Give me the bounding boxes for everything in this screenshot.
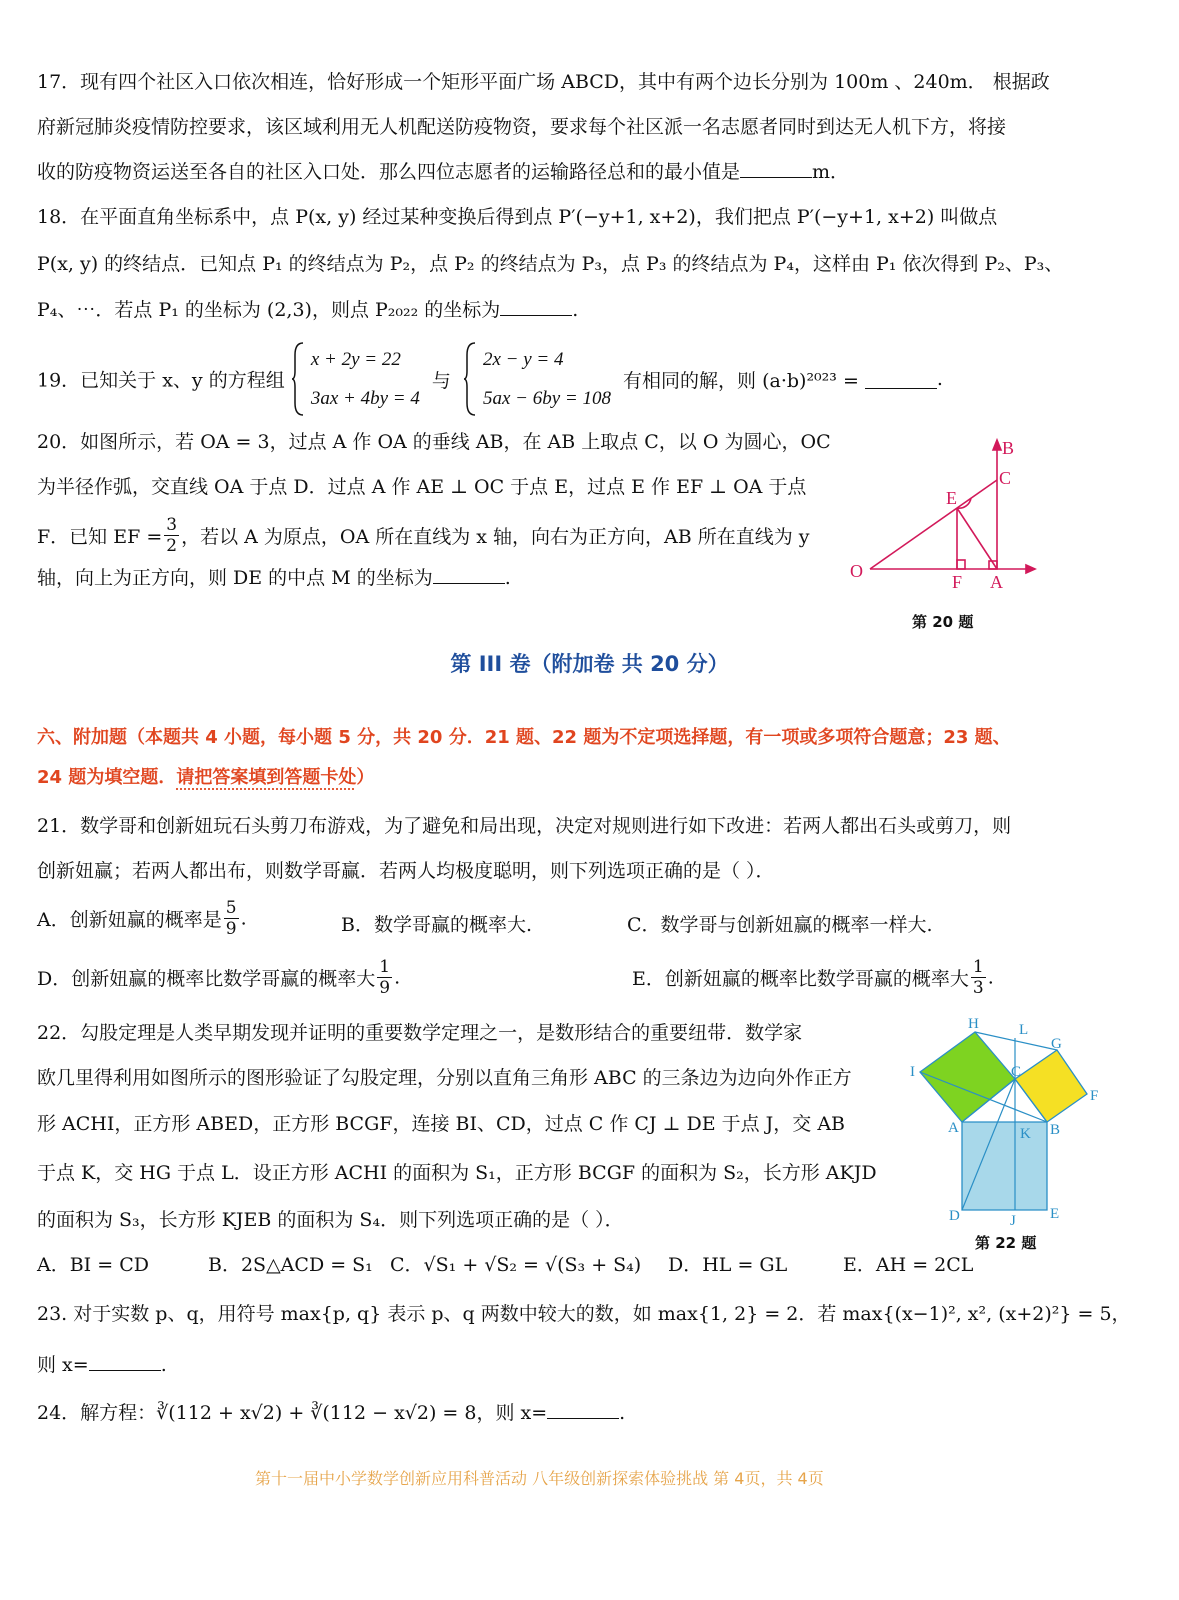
part6-emphasis: 请把答案填到答题卡处 xyxy=(176,767,357,788)
q18-line2: P(x, y) 的终结点．已知点 P₁ 的终结点为 P₂，点 P₂ 的终结点为 P₃，点 P₃ 的终结点为 P₄，这样由 P₁ 依次得到 P₂、P₃、 xyxy=(37,253,1064,275)
q19-end: . xyxy=(936,368,943,390)
fig22-label-J: J xyxy=(1010,1213,1016,1229)
q17-unit: m． xyxy=(812,161,850,183)
fraction xyxy=(164,515,179,556)
frac-den: 9 xyxy=(225,919,237,939)
q23-end: . xyxy=(160,1354,167,1376)
fig22-label-E: E xyxy=(1050,1206,1060,1222)
q20-line1: 20．如图所示，若 OA = 3，过点 A 作 OA 的垂线 AB，在 AB 上取点 C，以 O 为圆心，OC xyxy=(37,431,831,453)
figure-20 xyxy=(840,432,1050,602)
q21-option-c: C．数学哥与创新妞赢的概率一样大. xyxy=(627,914,933,936)
fig20-label-C: C xyxy=(999,468,1012,488)
fig22-label-A: A xyxy=(948,1120,959,1136)
page-footer: 第十一届中小学数学创新应用科普活动 八年级创新探索体验挑战 第 4页，共 4页 xyxy=(255,1469,824,1488)
q20-blank xyxy=(433,565,505,584)
q20-text3b: ，若以 A 为原点，OA 所在直线为 x 轴，向右为正方向，AB 所在直线为 y xyxy=(181,526,810,548)
q20-text3a: F．已知 EF = xyxy=(37,526,163,548)
frac-num: 1 xyxy=(972,957,984,977)
q20-end: . xyxy=(504,567,511,589)
fraction xyxy=(971,957,986,998)
q19-eq3: 2x − y = 4 xyxy=(482,349,564,370)
q21-line2: 创新妞赢；若两人都出布，则数学哥赢．若两人均极度聪明，则下列选项正确的是（ ）． xyxy=(37,860,775,882)
fig20-label-F: F xyxy=(952,572,963,592)
fig22-label-I: I xyxy=(910,1064,915,1080)
part6-close: ） xyxy=(356,767,375,788)
q19-eq4: 5ax − 6by = 108 xyxy=(482,388,611,409)
fig22-label-L: L xyxy=(1019,1022,1029,1038)
q19-eq2: 3ax + 4by = 4 xyxy=(310,388,420,409)
q24-blank xyxy=(547,1400,619,1419)
q22-option-c: C．√S₁ + √S₂ = √(S₃ + S₄) xyxy=(390,1254,642,1276)
frac-num: 5 xyxy=(225,898,237,918)
q21-option-e xyxy=(632,957,994,998)
q22-line2: 欧几里得利用如图所示的图形验证了勾股定理，分别以直角三角形 ABC 的三条边为边向外作正方 xyxy=(37,1067,852,1089)
brace-icon xyxy=(291,341,305,417)
q21-option-d xyxy=(37,957,400,998)
q18-line3 xyxy=(37,296,578,324)
fig20-label-B: B xyxy=(1002,438,1015,458)
frac-den: 3 xyxy=(972,978,984,998)
figure-22 xyxy=(900,1010,1110,1230)
fig22-label-G: G xyxy=(1051,1036,1062,1052)
frac-den: 9 xyxy=(379,978,391,998)
q24-end: . xyxy=(619,1402,626,1424)
q22-option-a: A．BI = CD xyxy=(37,1254,149,1276)
part6-text: 24 题为填空题． xyxy=(37,767,177,788)
fig22-caption: 第 22 题 xyxy=(975,1234,1037,1252)
q19-line xyxy=(37,340,943,418)
q19-pre: 19．已知关于 x、y 的方程组 xyxy=(37,369,285,392)
q23-line1: 23. 对于实数 p、q，用符号 max{p, q} 表示 p、q 两数中较大的数，如 max{1, 2} = 2．若 max{(x−1)², x², (x+2)²} = 5， xyxy=(37,1303,1131,1325)
q19-eq1: x + 2y = 22 xyxy=(310,349,401,370)
q22-option-b: B．2S△ACD = S₁ xyxy=(208,1254,373,1276)
q19-blank xyxy=(865,370,937,389)
fig20-label-A: A xyxy=(990,572,1003,592)
q20-text4: 轴，向上为正方向，则 DE 的中点 M 的坐标为 xyxy=(37,567,433,589)
q23-blank xyxy=(89,1352,161,1371)
q17-blank xyxy=(740,159,812,178)
q17-line3 xyxy=(37,158,849,186)
fig22-label-K: K xyxy=(1020,1126,1031,1142)
q22-line3: 形 ACHI，正方形 ABED，正方形 BCGF，连接 BI、CD，过点 C 作 CJ ⊥ DE 于点 J，交 AB xyxy=(37,1113,846,1135)
q21-d-text: D．创新妞赢的概率比数学哥赢的概率大 xyxy=(37,968,376,990)
q21-e-end: . xyxy=(987,966,994,989)
q24-text: 24．解方程：∛(112 + x√2) + ∛(112 − x√2) = 8，则 x= xyxy=(37,1402,548,1424)
part6-line2 xyxy=(37,764,374,792)
q22-line5: 的面积为 S₃，长方形 KJEB 的面积为 S₄．则下列选项正确的是（ ）． xyxy=(37,1209,624,1231)
frac-den: 2 xyxy=(166,536,178,556)
brace-icon xyxy=(463,341,477,417)
q21-e-text: E．创新妞赢的概率比数学哥赢的概率大 xyxy=(632,968,969,990)
q19-post: 有相同的解，则 (a·b)²⁰²³ = xyxy=(623,369,859,392)
q21-option-a xyxy=(37,898,247,939)
q22-option-d: D．HL = GL xyxy=(668,1254,788,1276)
fig22-label-C: C xyxy=(1011,1064,1022,1080)
fig20-caption: 第 20 题 xyxy=(912,613,974,631)
q21-a-text: A．创新妞赢的概率是 xyxy=(37,909,222,931)
q18-text: P₄、⋯．若点 P₁ 的坐标为 (2,3)，则点 P₂₀₂₂ 的坐标为 xyxy=(37,299,501,321)
q18-line1: 18．在平面直角坐标系中，点 P(x, y) 经过某种变换后得到点 P′(−y+1, x+2)，我们把点 P′(−y+1, x+2) 叫做点 xyxy=(37,206,998,228)
fraction xyxy=(224,898,239,939)
q20-line2: 为半径作弧，交直线 OA 于点 D．过点 A 作 AE ⊥ OC 于点 E，过点 E 作 EF ⊥ OA 于点 xyxy=(37,476,807,498)
q21-option-b: B．数学哥赢的概率大. xyxy=(341,914,533,936)
part6-line1: 六、附加题（本题共 4 小题，每小题 5 分，共 20 分．21 题、22 题为不定项选择题，有一项或多项符合题意；23 题、 xyxy=(37,727,1011,748)
q22-line1: 22．勾股定理是人类早期发现并证明的重要数学定理之一，是数形结合的重要纽带．数学家 xyxy=(37,1022,803,1044)
q23-text: 则 x= xyxy=(37,1354,89,1376)
frac-num: 3 xyxy=(166,515,178,535)
fig22-label-H: H xyxy=(968,1016,979,1032)
q21-d-end: . xyxy=(394,966,401,989)
section-title: 第 III 卷（附加卷 共 20 分） xyxy=(450,652,729,676)
q19-system2 xyxy=(483,340,611,418)
q19-mid: 与 xyxy=(431,369,451,392)
fraction xyxy=(377,957,392,998)
q22-line4: 于点 K，交 HG 于点 L．设正方形 ACHI 的面积为 S₁，正方形 BCGF 的面积为 S₂，长方形 AKJD xyxy=(37,1162,877,1184)
q18-end: . xyxy=(572,299,579,321)
q24-line1 xyxy=(37,1399,625,1427)
q17-text: 收的防疫物资运送至各自的社区入口处．那么四位志愿者的运输路径总和的最小值是 xyxy=(37,161,741,183)
q20-line3 xyxy=(37,515,810,556)
q22-option-e: E．AH = 2CL xyxy=(843,1254,974,1276)
fig20-label-E: E xyxy=(946,488,957,508)
q21-a-end: . xyxy=(240,907,247,930)
fig22-label-F: F xyxy=(1090,1088,1099,1104)
fig22-label-D: D xyxy=(949,1208,960,1224)
fig22-label-B: B xyxy=(1050,1122,1061,1138)
q19-system1 xyxy=(311,340,420,418)
q17-line2: 府新冠肺炎疫情防控要求，该区域利用无人机配送防疫物资，要求每个社区派一名志愿者同时到达无人机下方，将接 xyxy=(37,116,1007,138)
q18-blank xyxy=(500,297,572,316)
q20-line4 xyxy=(37,564,511,592)
frac-num: 1 xyxy=(379,957,391,977)
q23-line2 xyxy=(37,1351,167,1379)
q17-line1: 17．现有四个社区入口依次相连，恰好形成一个矩形平面广场 ABCD，其中有两个边长分别为 100m 、240m． 根据政 xyxy=(37,71,1050,93)
fig20-label-O: O xyxy=(850,561,863,581)
q21-line1: 21．数学哥和创新妞玩石头剪刀布游戏，为了避免和局出现，决定对规则进行如下改进：若两人都出石头或剪刀，则 xyxy=(37,815,1012,837)
